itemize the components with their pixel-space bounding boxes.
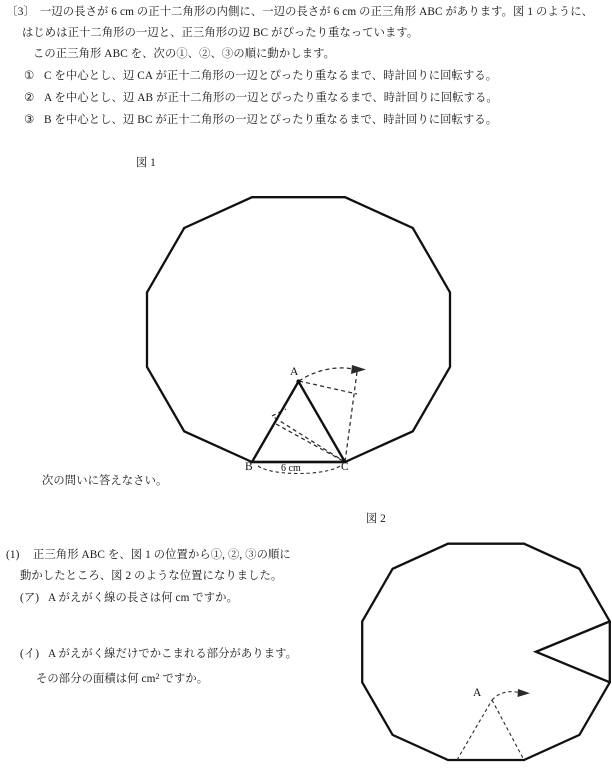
figure-2-vertex-a-label: A xyxy=(473,687,482,699)
notch-triangle-figure-2 xyxy=(536,621,610,682)
step-1-marker: ① xyxy=(24,70,35,82)
problem-line-2: はじめは正十二角形の一辺と、正三角形の辺 BC がぴったり重なっています。 xyxy=(22,27,419,39)
figure-1-vertex-b-label: B xyxy=(245,461,253,473)
step-3-text: B を中心とし、辺 BC が正十二角形の一辺とぴったり重なるまで、時計回りに回転する。 xyxy=(44,114,498,126)
step-1-text: C を中心とし、辺 CA が正十二角形の一辺とぴったり重なるまで、時計回りに回転する。 xyxy=(44,70,498,82)
dodecagon-figure-2 xyxy=(362,544,610,760)
question-1-sub-b-line-1: A がえがく線だけでかこまれる部分があります。 xyxy=(48,648,297,660)
sub-b-line2-superscript: 2 xyxy=(155,672,160,681)
figure-1-label: 図 1 xyxy=(136,157,156,169)
step-2-marker: ② xyxy=(24,92,35,104)
figure-1-side-length-label: 6 cm xyxy=(281,463,301,474)
step-3-marker: ③ xyxy=(24,114,35,126)
question-1-line-1: 正三角形 ABC を、図 1 の位置から①, ②, ③の順に xyxy=(33,549,291,561)
sub-b-line2-pre: その部分の面積は何 cm xyxy=(36,672,156,685)
problem-number: 〔3〕 xyxy=(6,6,36,18)
point-a-guides-figure-2 xyxy=(457,689,530,760)
question-1-sub-a-text: A がえがく線の長さは何 cm ですか。 xyxy=(48,592,238,604)
figure-2-label: 図 2 xyxy=(366,513,386,525)
sub-b-line2-post: ですか。 xyxy=(159,672,209,685)
question-1-line-2: 動かしたところ、図 2 のような位置になりました。 xyxy=(20,570,283,582)
question-1-number: (1) xyxy=(6,549,20,561)
figure-1-vertex-c-label: C xyxy=(341,461,349,473)
step-2-text: A を中心とし、辺 AB が正十二角形の一辺とぴったり重なるまで、時計回りに回転する。 xyxy=(44,92,498,104)
question-1-sub-b-marker: (イ) xyxy=(20,648,40,660)
answer-instruction: 次の問いに答えなさい。 xyxy=(42,475,168,487)
figure-1-vertex-a-label: A xyxy=(290,366,299,378)
question-1-sub-a-marker: (ア) xyxy=(20,592,40,604)
problem-line-1: 一辺の長さが 6 cm の正十二角形の内側に、一辺の長さが 6 cm の正三角形 ABC があります。図 1 のように、 xyxy=(40,6,593,18)
problem-line-3: この正三角形 ABC を、次の①、②、③の順に動かします。 xyxy=(33,48,335,60)
